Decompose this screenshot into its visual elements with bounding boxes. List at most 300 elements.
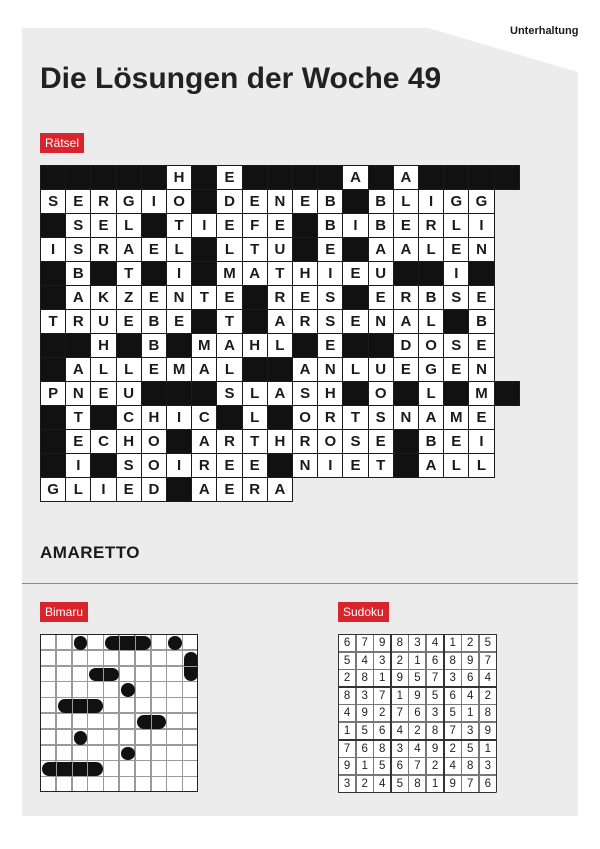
sudoku-cell: 2: [408, 722, 426, 740]
sudoku-cell: 3: [461, 722, 479, 740]
crossword-cell: M: [191, 333, 217, 358]
sudoku-cell: 1: [479, 740, 497, 758]
crossword-cell: S: [443, 285, 469, 310]
sudoku-cell: 3: [391, 740, 409, 758]
crossword-cell: U: [368, 261, 394, 286]
sudoku-cell: 1: [444, 634, 462, 652]
crossword-cell: A: [65, 357, 91, 382]
crossword-cell: M: [443, 405, 469, 430]
crossword-cell: M: [166, 357, 192, 382]
crossword-cell: F: [242, 213, 268, 238]
crossword-cell: P: [40, 381, 66, 406]
crossword-block: [116, 165, 142, 190]
crossword-cell: T: [216, 309, 242, 334]
crossword-cell: T: [191, 285, 217, 310]
crossword-cell: R: [292, 309, 318, 334]
crossword-cell: L: [242, 381, 268, 406]
crossword-cell: R: [267, 285, 293, 310]
sudoku-cell: 5: [461, 740, 479, 758]
sudoku-box-line: [338, 634, 496, 636]
crossword-cell: E: [468, 405, 494, 430]
crossword-block: [40, 285, 66, 310]
sudoku-cell: 3: [356, 687, 374, 705]
crossword-block: [116, 333, 142, 358]
sudoku-cell: 8: [408, 775, 426, 793]
crossword-cell: T: [166, 213, 192, 238]
crossword-cell: C: [90, 429, 116, 454]
crossword-cell: S: [317, 309, 343, 334]
crossword-cell: R: [242, 477, 268, 502]
crossword-block: [40, 333, 66, 358]
sudoku-box-line: [338, 686, 496, 688]
crossword-cell: R: [418, 213, 444, 238]
crossword-block: [494, 381, 520, 406]
crossword-cell: U: [267, 237, 293, 262]
sudoku-cell: 1: [373, 669, 391, 687]
crossword-cell: A: [267, 381, 293, 406]
sudoku-cell: 3: [479, 757, 497, 775]
crossword-block: [65, 333, 91, 358]
crossword-block: [191, 381, 217, 406]
sudoku-cell: 6: [391, 757, 409, 775]
crossword-cell: E: [317, 237, 343, 262]
crossword-block: [468, 261, 494, 286]
crossword-cell: N: [468, 237, 494, 262]
crossword-cell: B: [368, 213, 394, 238]
sudoku-cell: 1: [461, 704, 479, 722]
crossword-cell: L: [116, 357, 142, 382]
sudoku-cell: 2: [338, 669, 356, 687]
crossword-cell: L: [443, 213, 469, 238]
crossword-cell: L: [443, 453, 469, 478]
crossword-cell: S: [292, 381, 318, 406]
crossword-cell: O: [292, 405, 318, 430]
crossword-block: [292, 213, 318, 238]
crossword-cell: A: [368, 237, 394, 262]
crossword-cell: U: [368, 357, 394, 382]
sudoku-cell: 2: [444, 740, 462, 758]
crossword-cell: E: [216, 285, 242, 310]
crossword-cell: T: [242, 237, 268, 262]
crossword-cell: E: [141, 357, 167, 382]
crossword-cell: U: [116, 381, 142, 406]
sudoku-box-line: [390, 634, 392, 792]
sudoku-box-line: [338, 739, 496, 741]
crossword-cell: A: [216, 333, 242, 358]
crossword-cell: U: [90, 309, 116, 334]
crossword-cell: E: [216, 213, 242, 238]
crossword-cell: B: [141, 309, 167, 334]
crossword-cell: E: [292, 189, 318, 214]
crossword-block: [141, 213, 167, 238]
crossword-solution-word: AMARETTO: [40, 543, 141, 562]
crossword-cell: T: [368, 453, 394, 478]
crossword-cell: A: [418, 405, 444, 430]
sudoku-cell: 8: [338, 687, 356, 705]
crossword-cell: A: [292, 357, 318, 382]
crossword-block: [242, 165, 268, 190]
crossword-cell: E: [468, 285, 494, 310]
sudoku-cell: 5: [373, 757, 391, 775]
crossword-cell: A: [267, 309, 293, 334]
sudoku-cell: 3: [373, 652, 391, 670]
crossword-block: [342, 189, 368, 214]
sudoku-cell: 9: [461, 652, 479, 670]
sudoku-cell: 1: [338, 722, 356, 740]
crossword-block: [342, 333, 368, 358]
crossword-block: [242, 309, 268, 334]
crossword-block: [443, 309, 469, 334]
crossword-block: [191, 237, 217, 262]
crossword-cell: N: [292, 453, 318, 478]
crossword-cell: M: [468, 381, 494, 406]
sudoku-badge: Sudoku: [338, 602, 389, 622]
crossword-cell: C: [116, 405, 142, 430]
crossword-cell: E: [393, 357, 419, 382]
crossword-cell: R: [292, 429, 318, 454]
crossword-block: [368, 165, 394, 190]
crossword-block: [494, 165, 520, 190]
sudoku-cell: 2: [391, 652, 409, 670]
crossword-block: [40, 429, 66, 454]
crossword-cell: B: [65, 261, 91, 286]
crossword-cell: A: [393, 309, 419, 334]
page-title: Die Lösungen der Woche 49: [40, 62, 442, 95]
crossword-cell: E: [242, 189, 268, 214]
crossword-cell: C: [191, 405, 217, 430]
sudoku-cell: 3: [444, 669, 462, 687]
crossword-cell: I: [317, 261, 343, 286]
crossword-cell: A: [116, 237, 142, 262]
crossword-cell: D: [216, 189, 242, 214]
crossword-block: [40, 261, 66, 286]
crossword-cell: O: [317, 429, 343, 454]
sudoku-cell: 4: [461, 687, 479, 705]
sudoku-cell: 9: [408, 687, 426, 705]
crossword-block: [468, 165, 494, 190]
sudoku-cell: 9: [373, 634, 391, 652]
crossword-cell: O: [141, 453, 167, 478]
crossword-cell: N: [393, 405, 419, 430]
sudoku-cell: 4: [408, 740, 426, 758]
crossword-cell: N: [166, 285, 192, 310]
crossword-cell: S: [40, 189, 66, 214]
crossword-cell: A: [418, 453, 444, 478]
crossword-cell: L: [216, 357, 242, 382]
crossword-cell: L: [65, 477, 91, 502]
crossword-block: [40, 165, 66, 190]
crossword-cell: G: [116, 189, 142, 214]
crossword-cell: E: [65, 429, 91, 454]
crossword-cell: S: [65, 213, 91, 238]
crossword-cell: I: [90, 477, 116, 502]
crossword-cell: R: [90, 189, 116, 214]
crossword-cell: E: [368, 285, 394, 310]
crossword-cell: A: [65, 285, 91, 310]
sudoku-cell: 6: [461, 669, 479, 687]
sudoku-cell: 4: [338, 704, 356, 722]
crossword-cell: H: [292, 261, 318, 286]
crossword-cell: R: [317, 405, 343, 430]
crossword-cell: S: [317, 285, 343, 310]
sudoku-cell: 9: [444, 775, 462, 793]
crossword-block: [267, 357, 293, 382]
crossword-cell: A: [191, 357, 217, 382]
crossword-block: [393, 381, 419, 406]
sudoku-cell: 1: [356, 757, 374, 775]
sudoku-cell: 5: [391, 775, 409, 793]
crossword-cell: L: [418, 381, 444, 406]
raetsel-badge: Rätsel: [40, 133, 84, 153]
crossword-cell: S: [368, 405, 394, 430]
sudoku-cell: 5: [408, 669, 426, 687]
crossword-cell: L: [116, 213, 142, 238]
crossword-cell: E: [368, 429, 394, 454]
crossword-cell: A: [242, 261, 268, 286]
section-divider: [22, 583, 578, 584]
crossword-cell: S: [116, 453, 142, 478]
crossword-block: [141, 381, 167, 406]
crossword-cell: E: [141, 285, 167, 310]
crossword-cell: L: [418, 237, 444, 262]
crossword-cell: E: [267, 213, 293, 238]
crossword-block: [292, 237, 318, 262]
sudoku-cell: 6: [338, 634, 356, 652]
bimaru-frame: [40, 634, 198, 792]
crossword-block: [418, 261, 444, 286]
sudoku-cell: 5: [356, 722, 374, 740]
crossword-cell: E: [292, 285, 318, 310]
crossword-cell: T: [342, 405, 368, 430]
crossword-cell: H: [116, 429, 142, 454]
sudoku-cell: 7: [338, 740, 356, 758]
crossword-cell: B: [468, 309, 494, 334]
crossword-block: [267, 405, 293, 430]
crossword-cell: S: [342, 429, 368, 454]
sudoku-cell: 8: [356, 669, 374, 687]
sudoku-cell: 2: [461, 634, 479, 652]
crossword-block: [342, 285, 368, 310]
crossword-cell: I: [166, 453, 192, 478]
crossword-cell: G: [418, 357, 444, 382]
section-tag: Unterhaltung: [510, 25, 579, 37]
crossword-block: [90, 165, 116, 190]
sudoku-cell: 4: [356, 652, 374, 670]
sudoku-cell: 9: [338, 757, 356, 775]
crossword-block: [65, 165, 91, 190]
crossword-cell: N: [468, 357, 494, 382]
crossword-cell: B: [317, 213, 343, 238]
crossword-cell: D: [141, 477, 167, 502]
crossword-block: [166, 477, 192, 502]
sudoku-cell: 4: [479, 669, 497, 687]
sudoku-cell: 2: [356, 775, 374, 793]
crossword-cell: L: [468, 453, 494, 478]
crossword-cell: E: [443, 357, 469, 382]
sudoku-cell: 6: [479, 775, 497, 793]
crossword-cell: T: [242, 429, 268, 454]
crossword-cell: L: [342, 357, 368, 382]
sudoku-cell: 4: [444, 757, 462, 775]
sudoku-cell: 1: [391, 687, 409, 705]
crossword-cell: B: [418, 285, 444, 310]
crossword-cell: E: [216, 453, 242, 478]
crossword-cell: B: [368, 189, 394, 214]
crossword-cell: I: [191, 213, 217, 238]
crossword-cell: E: [242, 453, 268, 478]
crossword-cell: I: [141, 189, 167, 214]
crossword-cell: E: [116, 477, 142, 502]
crossword-cell: K: [90, 285, 116, 310]
crossword-cell: R: [216, 429, 242, 454]
sudoku-cell: 5: [338, 652, 356, 670]
crossword-cell: E: [317, 333, 343, 358]
crossword-cell: L: [267, 333, 293, 358]
crossword-cell: R: [191, 453, 217, 478]
crossword-cell: T: [40, 309, 66, 334]
crossword-cell: I: [40, 237, 66, 262]
sudoku-cell: 8: [373, 740, 391, 758]
crossword-cell: R: [393, 285, 419, 310]
crossword-block: [292, 165, 318, 190]
sudoku-cell: 7: [408, 757, 426, 775]
sudoku-cell: 3: [408, 634, 426, 652]
crossword-cell: O: [141, 429, 167, 454]
crossword-block: [418, 165, 444, 190]
crossword-cell: I: [65, 453, 91, 478]
crossword-cell: I: [166, 261, 192, 286]
crossword-cell: G: [443, 189, 469, 214]
crossword-cell: E: [393, 213, 419, 238]
sudoku-cell: 6: [373, 722, 391, 740]
crossword-cell: B: [141, 333, 167, 358]
crossword-block: [40, 405, 66, 430]
crossword-cell: H: [267, 429, 293, 454]
crossword-cell: A: [191, 429, 217, 454]
sudoku-box-line: [338, 792, 496, 794]
crossword-cell: A: [191, 477, 217, 502]
crossword-cell: E: [342, 453, 368, 478]
sudoku-cell: 9: [479, 722, 497, 740]
crossword-cell: L: [216, 237, 242, 262]
sudoku-box-line: [496, 634, 498, 792]
crossword-block: [191, 309, 217, 334]
crossword-block: [90, 453, 116, 478]
sudoku-cell: 9: [391, 669, 409, 687]
sudoku-cell: 6: [408, 704, 426, 722]
crossword-cell: I: [443, 261, 469, 286]
sudoku-cell: 8: [479, 704, 497, 722]
crossword-block: [393, 261, 419, 286]
crossword-block: [191, 261, 217, 286]
sudoku-box-line: [338, 634, 340, 792]
sudoku-cell: 8: [426, 722, 444, 740]
crossword-cell: H: [166, 165, 192, 190]
crossword-cell: L: [393, 189, 419, 214]
sudoku-cell: 3: [338, 775, 356, 793]
crossword-cell: E: [443, 237, 469, 262]
crossword-cell: E: [216, 477, 242, 502]
sudoku-cell: 5: [479, 634, 497, 652]
crossword-block: [191, 165, 217, 190]
crossword-cell: E: [342, 261, 368, 286]
crossword-block: [166, 429, 192, 454]
sudoku-cell: 6: [426, 652, 444, 670]
crossword-block: [40, 357, 66, 382]
sudoku-cell: 6: [444, 687, 462, 705]
crossword-block: [443, 165, 469, 190]
crossword-block: [216, 405, 242, 430]
crossword-cell: I: [418, 189, 444, 214]
sudoku-cell: 5: [444, 704, 462, 722]
sudoku-cell: 7: [479, 652, 497, 670]
crossword-cell: O: [166, 189, 192, 214]
crossword-block: [267, 165, 293, 190]
crossword-cell: G: [40, 477, 66, 502]
crossword-cell: D: [393, 333, 419, 358]
crossword-cell: B: [317, 189, 343, 214]
sudoku-cell: 7: [356, 634, 374, 652]
crossword-cell: E: [216, 165, 242, 190]
sudoku-cell: 8: [391, 634, 409, 652]
crossword-cell: N: [368, 309, 394, 334]
crossword-block: [342, 381, 368, 406]
sudoku-cell: 2: [479, 687, 497, 705]
sudoku-box-line: [443, 634, 445, 792]
crossword-cell: A: [393, 237, 419, 262]
crossword-cell: L: [90, 357, 116, 382]
crossword-block: [166, 333, 192, 358]
crossword-cell: T: [267, 261, 293, 286]
crossword-cell: H: [90, 333, 116, 358]
crossword-cell: E: [443, 429, 469, 454]
crossword-cell: N: [317, 357, 343, 382]
bimaru-badge: Bimaru: [40, 602, 88, 622]
crossword-cell: R: [90, 237, 116, 262]
crossword-cell: Z: [116, 285, 142, 310]
sudoku-cell: 8: [444, 652, 462, 670]
crossword-cell: I: [468, 213, 494, 238]
crossword-block: [141, 261, 167, 286]
crossword-block: [166, 381, 192, 406]
crossword-block: [292, 333, 318, 358]
crossword-cell: I: [342, 213, 368, 238]
sudoku-cell: 6: [356, 740, 374, 758]
crossword-block: [40, 213, 66, 238]
sudoku-cell: 8: [461, 757, 479, 775]
crossword-cell: I: [468, 429, 494, 454]
crossword-cell: H: [317, 381, 343, 406]
sudoku-cell: 5: [426, 687, 444, 705]
crossword-cell: E: [90, 213, 116, 238]
crossword-cell: A: [267, 477, 293, 502]
crossword-cell: E: [141, 237, 167, 262]
crossword-cell: E: [342, 309, 368, 334]
sudoku-cell: 7: [426, 669, 444, 687]
crossword-block: [90, 405, 116, 430]
crossword-cell: R: [65, 309, 91, 334]
crossword-cell: E: [166, 309, 192, 334]
sudoku-cell: 1: [426, 775, 444, 793]
crossword-cell: A: [342, 165, 368, 190]
crossword-cell: E: [65, 189, 91, 214]
crossword-cell: L: [166, 237, 192, 262]
crossword-cell: E: [468, 333, 494, 358]
crossword-block: [393, 453, 419, 478]
crossword-cell: N: [267, 189, 293, 214]
sudoku-cell: 7: [444, 722, 462, 740]
crossword-block: [141, 165, 167, 190]
